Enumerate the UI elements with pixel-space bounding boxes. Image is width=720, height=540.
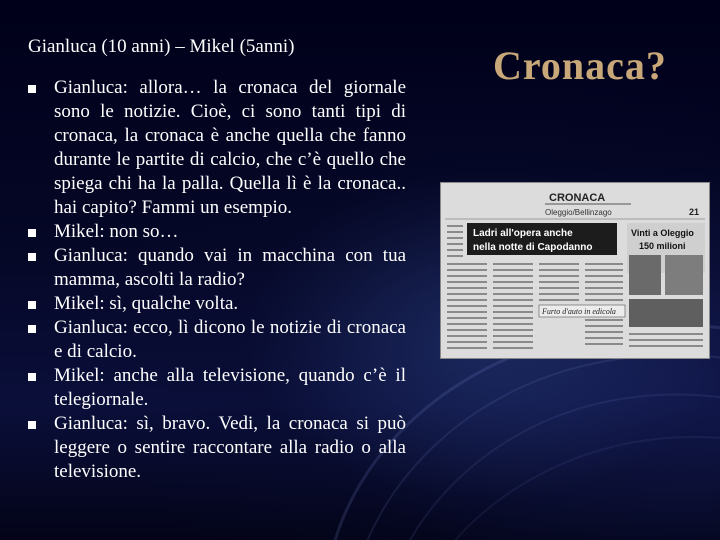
bullet-text: Gianluca: ecco, lì dicono le notizie di cronaca e di calcio. xyxy=(54,317,406,362)
square-bullet-icon xyxy=(28,373,36,381)
slide-title: Cronaca? xyxy=(493,43,667,88)
square-bullet-icon xyxy=(28,253,36,261)
bullet-text: Gianluca: allora… la cronaca del giornale sono le notizie. Cioè, ci sono tanti tipi di cronaca, la cronaca è anche quella che fanno durante le partite di calcio, che c’è quello che spiega chi ha la palla. Quella lì è la cronaca.. hai capito? Fammi un esempio. xyxy=(54,77,406,218)
bullet-text: Mikel: sì, qualche volta. xyxy=(54,293,239,314)
square-bullet-icon xyxy=(28,85,36,93)
square-bullet-icon xyxy=(28,325,36,333)
newspaper-image xyxy=(441,183,709,358)
bullet-text: Gianluca: sì, bravo. Vedi, la cronaca si può leggere o sentire raccontare alla radio o alla televisione. xyxy=(54,413,406,482)
bullet-text: Mikel: anche alla televisione, quando c’è il telegiornale. xyxy=(54,365,406,410)
newspaper-sidebar-headline-1: Vinti a Oleggio xyxy=(631,228,694,238)
newspaper-headline-2: nella notte di Capodanno xyxy=(473,242,593,253)
square-bullet-icon xyxy=(28,421,36,429)
square-bullet-icon xyxy=(28,229,36,237)
slide-subtitle: Gianluca (10 anni) – Mikel (5anni) xyxy=(28,36,295,57)
square-bullet-icon xyxy=(28,301,36,309)
bullet-text: Gianluca: quando vai in macchina con tua mamma, ascolti la radio? xyxy=(54,245,406,290)
newspaper-caption: Furto d'auto in edicola xyxy=(542,307,616,316)
bullet-item xyxy=(28,76,406,220)
bullet-item xyxy=(28,364,406,412)
newspaper-sidebar-headline-2: 150 milioni xyxy=(639,241,686,251)
newspaper-place: Oleggio/Bellinzago xyxy=(545,208,612,217)
bullet-item xyxy=(28,244,406,292)
newspaper-page-number: 21 xyxy=(689,207,700,217)
bullet-item xyxy=(28,292,406,316)
newspaper-headline-1: Ladri all'opera anche xyxy=(473,228,573,239)
bullet-text: Mikel: non so… xyxy=(54,221,179,242)
bullet-item xyxy=(28,412,406,484)
newspaper-clipping xyxy=(440,182,710,359)
bullet-item xyxy=(28,220,406,244)
dialogue-list xyxy=(28,76,406,484)
bullet-item xyxy=(28,316,406,364)
newspaper-section: CRONACA xyxy=(549,192,606,204)
